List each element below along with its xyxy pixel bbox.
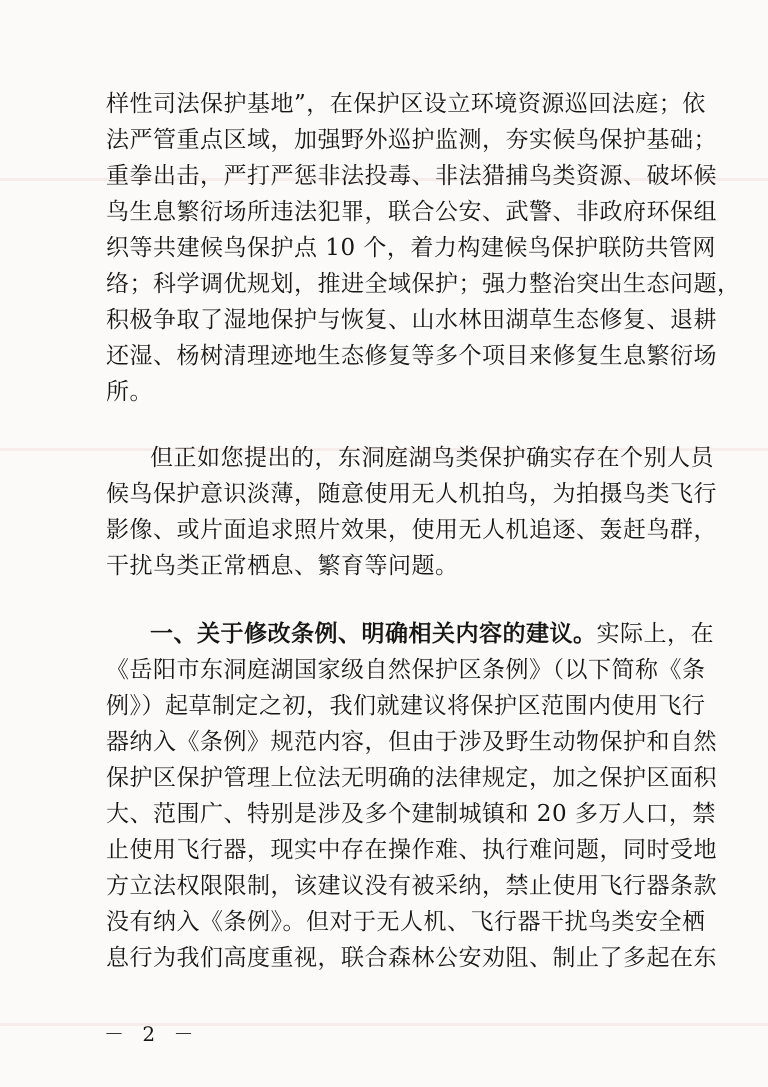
- text-line: 但正如您提出的，东洞庭湖鸟类保护确实存在个别人员: [150, 445, 714, 471]
- text-line: 样性司法保护基地”，在保护区设立环境资源巡回法庭；依: [106, 91, 706, 117]
- text-line: 重拳出击，严打严惩非法投毒、非法猎捕鸟类资源、破坏候: [106, 163, 717, 189]
- text-line: 还湿、杨树清理迹地生态修复等多个项目来修复生息繁衍场: [106, 343, 717, 369]
- text-line: 织等共建候鸟保护点 10 个，着力构建候鸟保护联防共管网: [106, 235, 716, 261]
- paragraph-2: [106, 440, 717, 584]
- text-line: 例》）起草制定之初，我们就建议将保护区范围内使用飞行: [106, 693, 706, 719]
- text-line: 鸟生息繁衍场所违法犯罪，联合公安、武警、非政府环保组: [106, 199, 717, 225]
- text-line: 息行为我们高度重视，联合森林公安劝阻、制止了多起在东: [106, 945, 717, 971]
- text-line-rest: 实际上，在: [596, 621, 714, 647]
- text-line: 积极争取了湿地保护与恢复、山水林田湖草生态修复、退耕: [106, 307, 717, 333]
- text-line: 保护区保护管理上位法无明确的法律规定，加之保护区面积: [106, 765, 717, 791]
- paragraph-1: [106, 86, 741, 410]
- text-line: 没有纳入《条例》。但对于无人机、飞行器干扰鸟类安全栖: [106, 909, 706, 935]
- text-line: 止使用飞行器，现实中存在操作难、执行难问题，同时受地: [106, 837, 717, 863]
- text-line: 候鸟保护意识淡薄，随意使用无人机拍鸟，为拍摄鸟类飞行: [106, 481, 717, 507]
- section-heading: 一、关于修改条例、明确相关内容的建议。: [150, 621, 597, 647]
- text-line: 器纳入《条例》规范内容，但由于涉及野生动物保护和自然: [106, 729, 717, 755]
- text-line: [106, 616, 714, 652]
- text-line: 《岳阳市东洞庭湖国家级自然保护区条例》（以下简称《条: [106, 657, 706, 683]
- text-line: 大、范围广、特别是涉及多个建制城镇和 20 多万人口，禁: [106, 801, 716, 827]
- text-line: 所。: [106, 379, 153, 405]
- text-line: 方立法权限限制，该建议没有被采纳，禁止使用飞行器条款: [106, 873, 717, 899]
- text-line: 干扰鸟类正常栖息、繁育等问题。: [106, 553, 459, 579]
- text-line: 络；科学调优规划，推进全域保护；强力整治突出生态问题，: [106, 271, 741, 297]
- paragraph-3: [106, 616, 717, 976]
- text-line: 法严管重点区域，加强野外巡护监测，夯实候鸟保护基础；: [106, 127, 717, 153]
- page-number: － 2 －: [104, 1022, 200, 1046]
- text-line: 影像、或片面追求照片效果，使用无人机追逐、轰赶鸟群，: [106, 517, 717, 543]
